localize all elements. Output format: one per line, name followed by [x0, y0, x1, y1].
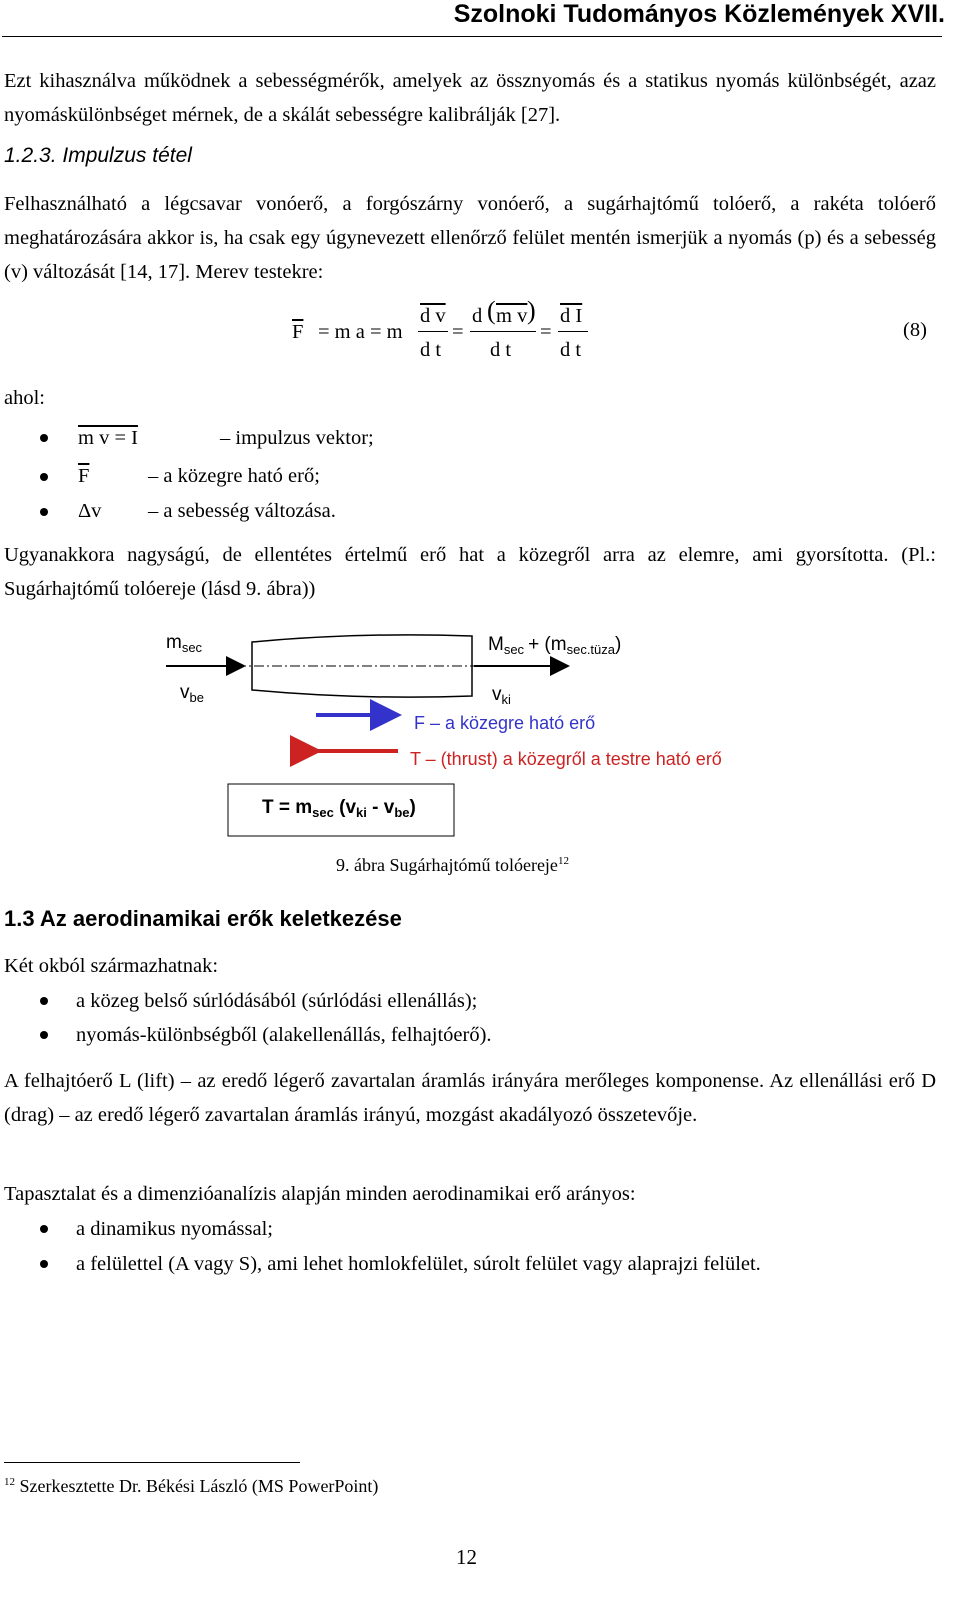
prop-bullet-surface: a felülettel (A vagy S), ami lehet homlokfelület, súrolt felület vagy alaprajzi felület. [76, 1253, 761, 1275]
reaction-paragraph: Ugyanakkora nagyságú, de ellentétes értelmű erő hat a közegről arra az elemre, ami gyorsította. (Pl.: Sugárhajtómű tolóereje (lásd 9. ábra)) [4, 544, 936, 600]
def-desc-delta-v: – a sebesség változása. [148, 500, 336, 522]
thrust-label: T – (thrust) a közegről a testre ható erő [410, 749, 722, 769]
bullet-dot [40, 997, 48, 1005]
eq-dt-2: d t [490, 339, 512, 361]
eq-dt-1: d t [420, 339, 442, 361]
section-heading-1-2-3: 1.2.3. Impulzus tétel [4, 144, 192, 167]
header-rule [2, 36, 942, 37]
eq-mv: m v [496, 305, 528, 327]
lift-drag-paragraph: A felhajtóerő L (lift) – az eredő légerő zavartalan áramlás irányára merőleges komponense. Az ellenállási erő D (drag) – az eredő légerő zavartalan áramlás irányú, mozgást akadályozó összetevője. [4, 1070, 936, 1126]
label-v-ki: $v_{ki}$ [492, 684, 511, 707]
running-header: Szolnoki Tudományos Közlemények XVII. [453, 0, 945, 28]
jet-thrust-figure [0, 620, 960, 850]
bullet-dot [40, 1225, 48, 1233]
origin-intro: Két okból származhatnak: [4, 955, 219, 977]
bullet-dot [40, 1031, 48, 1039]
thrust-formula: $T = m_{sec}$ $(v_{ki} - v_{be})$ [262, 797, 416, 820]
eq-paren-open: ( [487, 296, 496, 325]
def-symbol-force: $\overline{F}$ [78, 465, 90, 487]
eq-dv: d v [420, 305, 446, 327]
section-heading-1-3: 1.3 Az aerodinamikai erők keletkezése [4, 906, 402, 931]
eq-F: $\overline{F}$ [292, 321, 304, 343]
def-symbol-delta-v: Δv [78, 500, 102, 522]
origin-bullet-pressure: nyomás-különbségből (alakellenállás, felhajtóerő). [76, 1024, 492, 1046]
def-desc-impulse: – impulzus vektor; [220, 427, 374, 449]
eq-frac-bar-3 [558, 331, 588, 332]
figure-caption: 9. ábra Sugárhajtómű tolóereje$^{12}$ [336, 855, 569, 875]
def-symbol-impulse: m v = I [78, 427, 138, 449]
eq-paren-close: ) [527, 296, 536, 325]
eq-equals-1: = [452, 321, 464, 343]
footnote-rule [4, 1462, 300, 1463]
intro-paragraph: Ezt kihasználva működnek a sebességmérők, amelyek az össznyomás és a statikus nyomás különbségét, azaz nyomáskülönbséget mérnek, de a skálát sebességre kalibrálják [27]. [4, 70, 936, 126]
label-m-sec: $m_{sec}$ [166, 632, 203, 655]
eq-dt-3: d t [560, 339, 582, 361]
origin-bullet-friction: a közeg belső súrlódásából (súrlódási ellenállás); [76, 990, 478, 1012]
eq-frac-bar-1 [418, 331, 448, 332]
footnote: $^{12}$ Szerkesztette Dr. Békési László (MS PowerPoint) [4, 1476, 379, 1496]
bullet-dot [40, 434, 48, 442]
eq-equals-2: = [540, 321, 552, 343]
bullet-dot [40, 1260, 48, 1268]
force-label: F – a közegre ható erő [414, 713, 596, 733]
equation-number: (8) [903, 319, 927, 341]
where-label: ahol: [4, 387, 45, 409]
eq-d: d [472, 305, 483, 327]
bullet-dot [40, 508, 48, 516]
page-number: 12 [456, 1545, 477, 1569]
impulse-paragraph: Felhasználható a légcsavar vonóerő, a forgószárny vonóerő, a sugárhajtómű tolóerő, a rakéta tolóerő meghatározására akkor is, ha csak egy úgynevezett ellenőrző felület mentén ismerjük a nyomás (p) és a sebesség (v) változását [14, 17]. Merev testekre: [4, 193, 936, 283]
label-M-sec: $M_{sec} + (m_{sec.tüza})$ [488, 634, 622, 657]
label-v-be: $v_{be}$ [180, 682, 204, 705]
def-desc-force: – a közegre ható erő; [148, 465, 320, 487]
prop-bullet-dynamic-pressure: a dinamikus nyomással; [76, 1218, 274, 1240]
eq-ma: = m a = m [318, 321, 403, 343]
eq-frac-bar-2 [470, 331, 536, 332]
eq-dI: d I [560, 305, 583, 327]
bullet-dot [40, 473, 48, 481]
proportional-intro: Tapasztalat és a dimenzióanalízis alapján minden aerodinamikai erő arányos: [4, 1183, 636, 1205]
